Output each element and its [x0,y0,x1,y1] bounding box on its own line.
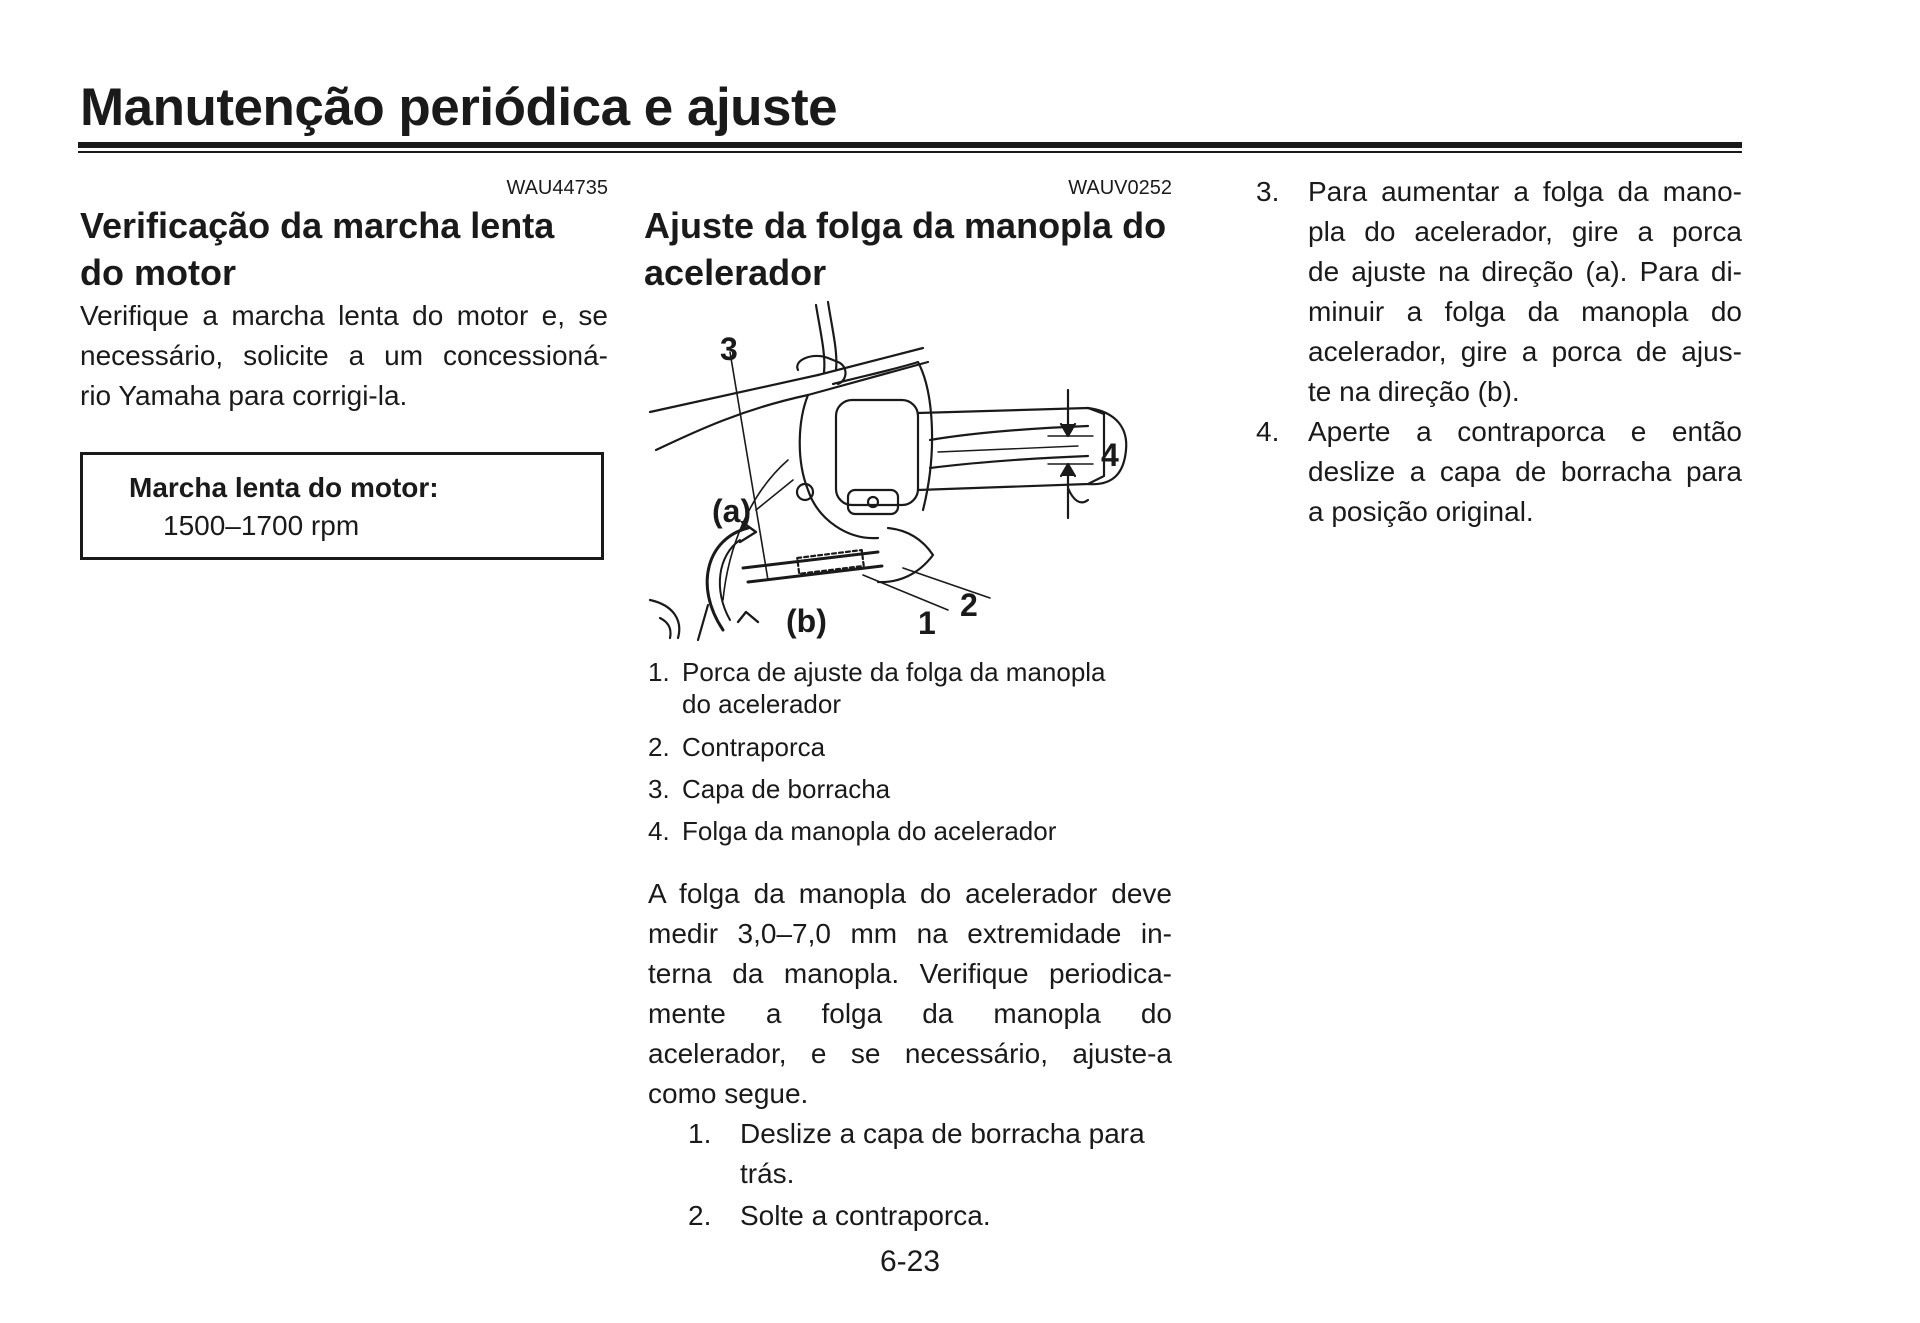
throttle-grip-icon [648,300,1178,655]
page-title: Manutenção periódica e ajuste [80,78,838,137]
body-line: acelerador, e se necessário, ajuste-a [648,1038,1172,1069]
caption-line: Folga da manopla do acelerador [682,816,1057,846]
header-rule-thick [78,142,1742,148]
fig-label-4: 4 [1101,437,1119,473]
step-number: 3. [1256,176,1280,207]
idle-body [80,296,608,416]
throttle-section [644,176,1172,296]
throttle-grip-diagram [648,300,1178,655]
heading-line: Ajuste da folga da manopla do [644,205,1167,246]
figure-caption [648,773,1168,805]
figure-caption [648,656,1168,720]
spec-value: 1500–1700 rpm [163,510,360,541]
step-number: 4. [1256,416,1280,447]
heading-line: Verificação da marcha lenta [80,205,555,246]
fig-label-3: 3 [720,331,738,367]
step-line: minuir a folga da manopla do [1308,296,1742,327]
page-number: 6-23 [879,1245,941,1278]
step-line: pla do acelerador, gire a porca [1308,216,1742,247]
step-line: a posição original. [1308,496,1534,527]
caption-text [682,815,1162,847]
step-text [740,1114,1176,1194]
idle-section [80,176,608,416]
step-line: Aperte a contraporca e então [1308,416,1742,447]
body-line: Verifique a marcha lenta do motor e, se [80,300,608,331]
heading-line: acelerador [644,252,827,293]
caption-text [682,656,1162,720]
body-line: rio Yamaha para corrigi-la. [80,380,408,411]
caption-number: 3. [648,774,670,804]
section-heading [80,202,608,296]
caption-line: do acelerador [682,689,841,719]
step-item [688,1196,1178,1236]
fig-label-b: (b) [786,603,827,639]
caption-line: Contraporca [682,732,826,762]
body-line: mente a folga da manopla do [648,998,1172,1029]
body-line: A folga da manopla do acelerador deve [648,878,1172,909]
caption-number: 2. [648,732,670,762]
spec-label: Marcha lenta do motor: [129,472,439,503]
spec-box [80,452,604,560]
step-line: de ajuste na direção (a). Para di- [1308,256,1742,287]
heading-line: do motor [80,252,236,293]
step-number: 1. [688,1118,712,1149]
caption-number: 4. [648,816,670,846]
fig-label-1: 1 [918,605,936,641]
figure-caption [648,815,1168,847]
caption-text [682,773,1162,805]
body-line: terna da manopla. Verifique periodica- [648,958,1172,989]
step-item [1256,172,1746,412]
caption-line: Capa de borracha [682,774,891,804]
step-line: Para aumentar a folga da mano- [1308,176,1742,207]
fig-label-a: (a) [712,493,752,529]
body-line: medir 3,0–7,0 mm na extremidade in- [648,918,1172,949]
step-line: acelerador, gire a porca de ajus- [1308,336,1742,367]
caption-number: 1. [648,657,670,687]
step-line: Solte a contraporca. [740,1200,991,1231]
caption-text [682,731,1162,763]
step-number: 2. [688,1200,712,1231]
header-rule-thin [78,151,1742,153]
step-item [688,1114,1178,1194]
fig-label-2: 2 [960,587,978,623]
step-text [1308,412,1742,532]
body-line: como segue. [648,1078,809,1109]
section-heading [644,202,1172,296]
figure-caption [648,731,1168,763]
section-code: WAUV0252 [1068,177,1172,199]
step-line: deslize a capa de borracha para [1308,456,1742,487]
step-text [740,1196,1176,1236]
throttle-body [648,874,1172,1114]
step-line: trás. [740,1158,795,1189]
body-line: necessário, solicite a um concessioná- [80,340,608,371]
section-code: WAU44735 [506,177,608,199]
step-line: Deslize a capa de borracha para [740,1118,1145,1149]
step-item [1256,412,1746,532]
step-line: te na direção (b). [1308,376,1520,407]
step-text [1308,172,1742,412]
caption-line: Porca de ajuste da folga da manopla [682,657,1106,687]
